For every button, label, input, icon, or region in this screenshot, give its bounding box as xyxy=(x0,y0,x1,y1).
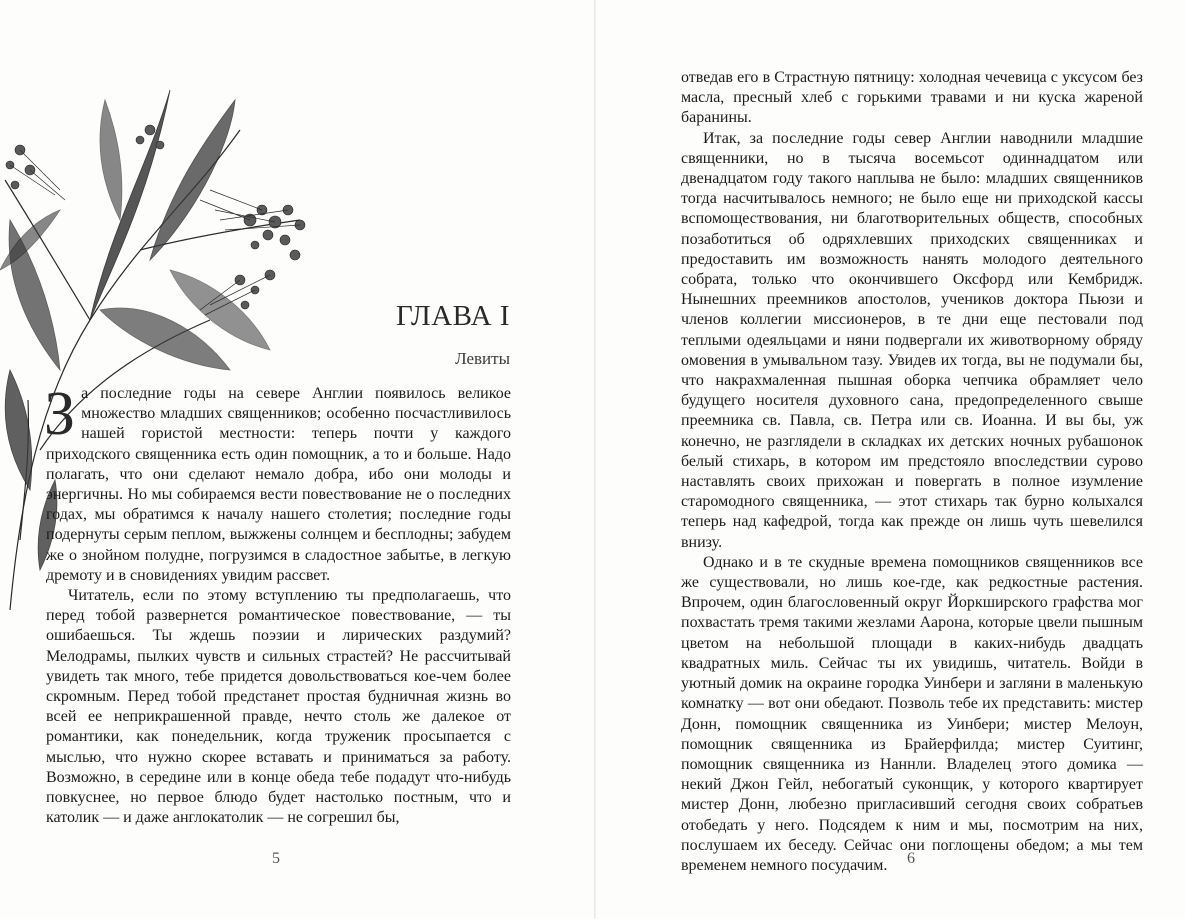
chapter-subtitle: Левиты xyxy=(455,349,510,368)
drop-cap: З xyxy=(44,380,76,448)
left-page-text xyxy=(44,380,511,828)
right-page-text xyxy=(681,68,1143,876)
page-number: 5 xyxy=(272,850,280,867)
paragraph xyxy=(44,380,511,586)
paragraph: Однако и в те скудные времена помощников священников все же существовали, но лишь кое-где, как редкостные растения. Впрочем, один благословенный округ Йоркширского графства мог похвастать тремя такими жезлами Аарона, которые цвели пышным цветом на небольшой площади в каких-нибудь двадцать квадратных миль. Сейчас ты их увидишь, читатель. Войди в уютный домик на окраине городка Уинбери и загляни в маленькую комнатку — вот они обедают. Позволь тебе их представить: мистер Донн, помощник священника из Уинбери; мистер Мелоун, помощник священника из Брайерфилда; мистер Суитинг, помощник священника из Наннли. Владелец этого домика — некий Джон Гейл, небогатый суконщик, у которого квартирует мистер Донн, любезно пригласивший сегодня своих собратьев отобедать у него. Подсядем к ним и мы, посмотрим на них, послушаем их беседу. Сейчас они поглощены обедом; а мы тем временем немного посудачим. xyxy=(681,553,1143,874)
paragraph-text: а последние годы на севере Англии появилось великое множество младших священников; особенно посчастливилось нашей гористой местности: теперь почти у каждого приходского священника есть один помощник, а то и больше. Надо полагать, что они сделают немало добра, ибо они молоды и энергичны. Но мы собираемся вести повествование не о последних годах, мы обратимся к началу нашего столетия; последние годы подернуты серым пеплом, выжжены солнцем и бесплодны; забудем же о знойном полудне, погрузимся в сладостное забытье, в легкую дремоту и в сновидениях увидим рассвет. xyxy=(46,385,511,584)
paragraph: отведав его в Страстную пятницу: холодная чечевица с уксусом без масла, пресный хлеб с горькими травами и ни куска жареной баранины. xyxy=(681,69,1143,127)
chapter-title: ГЛАВА I xyxy=(395,300,510,332)
paragraph: Читатель, если по этому вступлению ты предполагаешь, что перед тобой развернется романтическое повествование, — ты ошибаешься. Ты ждешь поэзии и лирических раздумий? Мелодрамы, пылких чувств и сильных страстей? Не рассчитывай увидеть так много, тебе придется довольствоваться кое-чем более скромным. Перед тобой предстанет простая будничная жизнь во всей ее неприкрашенной правде, нечто столь же далекое от романтики, как понедельник, когда труженик просыпается с мыслью, что нужно скорее вставать и приниматься за работу. Возможно, в середине или в конце обеда тебе подадут что-нибудь повкуснее, но первое блюдо будет настолько постным, что и католик — и даже англокатолик — не согрешил бы, xyxy=(46,587,511,827)
paragraph: Итак, за последние годы север Англии наводнили младшие священники, но в тысяча восемьсот одиннадцатом или двенадцатом году такого наплыва не было: младших священников тогда насчитывалось немного; не было еще ни приходской кассы вспомоществования, ни благотворительных обществ, способных позаботиться об одряхлевших приходских священниках и предоставить им возможность нанять молодого деятельного собрата, только что окончившего Оксфорд или Кембридж. Нынешних преемников апостолов, учеников доктора Пьюзи и членов коллегии миссионеров, в те дни еще пестовали под теплыми одеяльцами и няни подвергали их животворному обряду омовения в умывальном тазу. Увидев их тогда, вы не подумали бы, что накрахмаленная пышная оборка чепчика обрамляет чело будущего носителя духовного сана, предопределенного свыше преемника св. Павла, св. Петра или св. Иоанна. И вы бы, уж конечно, не разглядели в складках их детских ночных рубашонок белый стихарь, в котором им предстояло впоследствии сурово наставлять своих прихожан и повергать в полное изумление старомодного священника, — этот стихарь так бурно колыхался теперь над кафедрой, тогда как прежде он лишь чуть шевелился внизу. xyxy=(681,129,1143,551)
right-page xyxy=(596,0,1185,919)
page-number: 6 xyxy=(907,850,915,867)
